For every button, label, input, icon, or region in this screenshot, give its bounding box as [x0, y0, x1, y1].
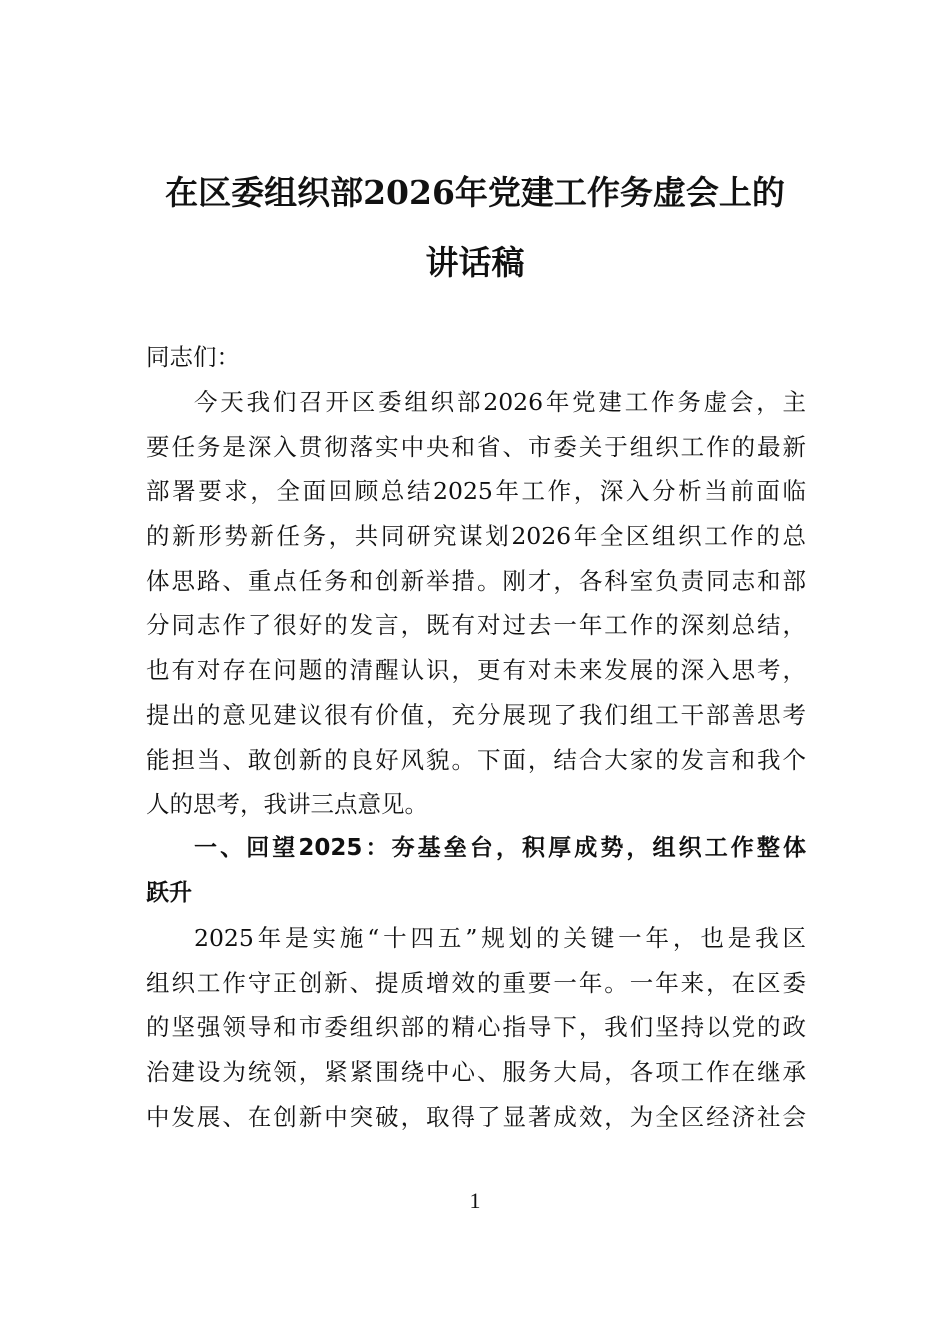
document-title-line-1: 在区委组织部2026年党建工作务虚会上的	[165, 173, 785, 212]
text-line: 分同志作了很好的发言，既有对过去一年工作的深刻总结，	[146, 611, 806, 640]
greeting	[146, 335, 806, 380]
text-line: 治建设为统领，紧紧围绕中心、服务大局，各项工作在继承	[146, 1058, 806, 1087]
paragraph-1	[146, 380, 806, 827]
text-line: 的坚强领导和市委组织部的精心指导下，我们坚持以党的政	[146, 1013, 806, 1042]
text-line: 也有对存在问题的清醒认识，更有对未来发展的深入思考，	[146, 656, 806, 685]
text-line: 能担当、敢创新的良好风貌。下面，结合大家的发言和我个	[146, 745, 806, 774]
section-heading-1	[146, 826, 806, 915]
text-line: 组织工作守正创新、提质增效的重要一年。一年来，在区委	[146, 968, 806, 997]
text-line: 提出的意见建议很有价值，充分展现了我们组工干部善思考	[146, 700, 806, 729]
document-title-line-2: 讲话稿	[425, 243, 525, 282]
text-line: 的新形势新任务，共同研究谋划2026年全区组织工作的总	[146, 522, 806, 551]
text-line: 一、回望2025：夯基垒台，积厚成势，组织工作整体	[194, 835, 806, 861]
greeting-text: 同志们：	[146, 343, 240, 371]
text-line: 今天我们召开区委组织部2026年党建工作务虚会，主	[194, 388, 806, 416]
text-line: 要任务是深入贯彻落实中央和省、市委关于组织工作的最新	[146, 432, 806, 461]
text-line: 体思路、重点任务和创新举措。刚才，各科室负责同志和部	[146, 566, 806, 595]
text-line: 中发展、在创新中突破，取得了显著成效，为全区经济社会	[146, 1102, 806, 1131]
text-line: 2025年是实施“十四五”规划的关键一年，也是我区	[194, 924, 806, 952]
paragraph-2	[146, 916, 806, 1139]
page-number: 1	[469, 1188, 481, 1213]
text-line: 部署要求，全面回顾总结2025年工作，深入分析当前面临	[146, 477, 806, 506]
text-line: 人的思考，我讲三点意见。	[146, 790, 428, 819]
text-line: 跃升	[146, 879, 192, 906]
